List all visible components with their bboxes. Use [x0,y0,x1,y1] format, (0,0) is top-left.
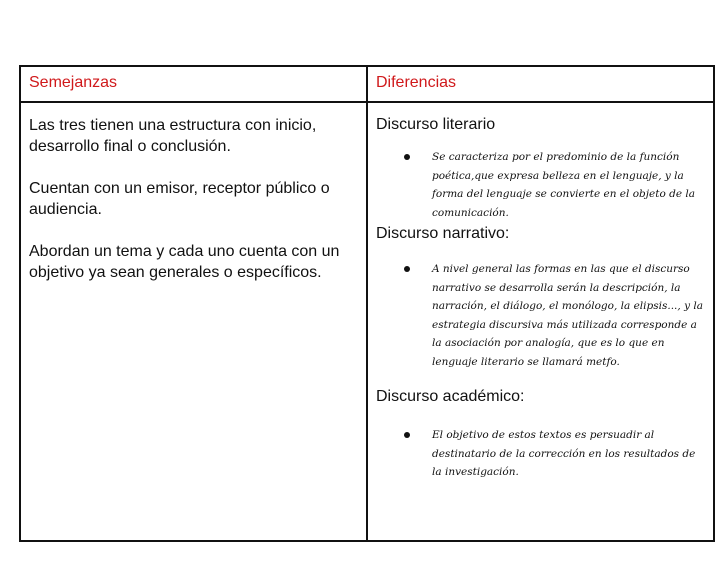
bullet-text: Se caracteriza por el predominio de la función poética,que expresa belleza en el lenguaje, y la forma del lenguaje se convierte en el objeto de la comunicación. [432,151,696,219]
bullet-list [376,260,705,371]
header-semejanzas: Semejanzas [20,66,367,102]
bullet-list [376,148,705,222]
list-item [404,426,705,482]
table-header-row [20,66,714,102]
semejanzas-cell [20,102,367,541]
bullet-icon [404,154,410,160]
bullet-text: El objetivo de estos textos es persuadir al destinatario de la corrección en los resultados de la investigación. [432,429,696,478]
bullet-icon [404,266,410,272]
bullet-list [376,426,705,482]
bullet-icon [404,432,410,438]
section-title-academico: Discurso académico: [376,388,525,405]
comparison-table [19,65,715,542]
list-item [404,148,705,222]
list-item [404,260,705,371]
bullet-text: A nivel general las formas en las que el discurso narrativo se desarrolla serán la descripción, la narración, el diálogo, el monólogo, la elipsis..., y la estrategia discursiva más utilizada corresponde a la asociación por analogía, que es lo que en lenguaje literario se llamará metfo. [432,263,703,368]
header-diferencias: Diferencias [367,66,714,102]
semejanza-item: Las tres tienen una estructura con inicio, desarrollo final o conclusión. [29,117,317,155]
table-body-row [20,102,714,541]
semejanza-item: Cuentan con un emisor, receptor público o audiencia. [29,180,330,218]
section-title-narrativo: Discurso narrativo: [376,225,510,242]
diferencias-cell [367,102,714,541]
section-title-literario: Discurso literario [376,116,496,133]
semejanza-item: Abordan un tema y cada uno cuenta con un objetivo ya sean generales o específicos. [29,243,340,281]
